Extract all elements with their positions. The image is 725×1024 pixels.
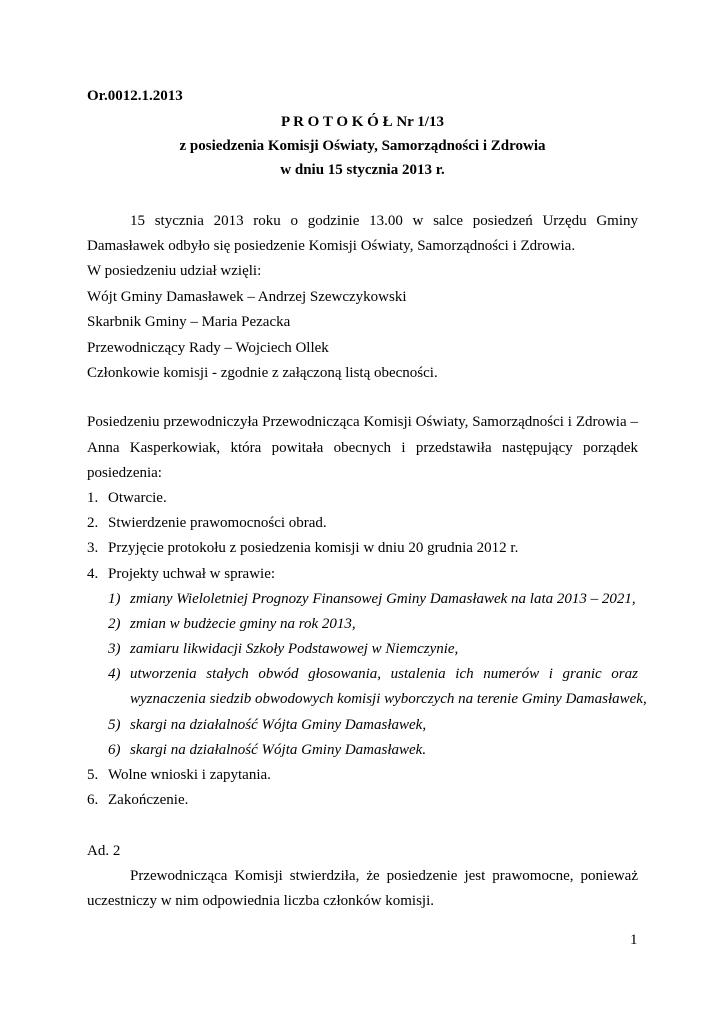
agenda-item [87, 767, 271, 784]
section-heading-ad2: Ad. 2 [87, 843, 121, 859]
agenda-subitem-number: 6) [108, 742, 121, 758]
attendee-item: Przewodniczący Rady – Wojciech Ollek [87, 340, 329, 356]
intro-line-2: Damasławek odbyło się posiedzenie Komisji Oświaty, Samorządności i Zdrowia. [87, 238, 576, 254]
agenda-subitem-text: zamiaru likwidacji Szkoły Podstawowej w Niemczynie, [130, 641, 459, 657]
document-reference: Or.0012.1.2013 [87, 88, 183, 104]
agenda-subitem-number: 3) [108, 641, 121, 657]
agenda-subitem-number: 4) [108, 666, 121, 682]
agenda-item-number: 5. [87, 767, 99, 783]
document-title: P R O T O K Ó Ł Nr 1/13 [281, 114, 444, 130]
agenda-subitem-text: skargi na działalność Wójta Gminy Damasławek, [130, 717, 427, 733]
agenda-subitem-number: 1) [108, 591, 121, 607]
attendee-item: Członkowie komisji - zgodnie z załączoną listą obecności. [87, 365, 438, 381]
attendee-item: Skarbnik Gminy – Maria Pezacka [87, 314, 291, 330]
attendee-item: Wójt Gminy Damasławek – Andrzej Szewczykowski [87, 289, 407, 305]
intro-line-1: 15 stycznia 2013 roku o godzinie 13.00 w salce posiedzeń Urzędu Gminy [130, 213, 638, 229]
agenda-item [87, 490, 167, 507]
agenda-subitem-text: zmian w budżecie gminy na rok 2013, [130, 616, 356, 632]
agenda-subitem [108, 666, 638, 683]
page-number: 1 [630, 932, 638, 948]
agenda-subitem [108, 742, 638, 759]
attendance-label: W posiedzeniu udział wzięli: [87, 263, 262, 279]
agenda-item-text: Otwarcie. [108, 490, 167, 506]
agenda-subitem-text: skargi na działalność Wójta Gminy Damasławek. [130, 742, 427, 758]
agenda-subitem-text: utworzenia stałych obwód głosowania, ustalenia ich numerów i granic oraz [130, 666, 638, 682]
agenda-item [87, 792, 188, 809]
chair-line-1: Posiedzeniu przewodniczyła Przewodnicząca Komisji Oświaty, Samorządności i Zdrowia – [87, 414, 638, 430]
ad2-line-2: uczestniczy w nim odpowiednia liczba członków komisji. [87, 893, 434, 909]
agenda-subitem [108, 641, 638, 658]
agenda-item [87, 540, 518, 557]
agenda-subitem [108, 616, 638, 633]
agenda-item-text: Stwierdzenie prawomocności obrad. [108, 515, 327, 531]
agenda-item-number: 3. [87, 540, 99, 556]
chair-line-2: Anna Kasperkowiak, która powitała obecnych i przedstawiła następujący porządek [87, 440, 638, 456]
document-subtitle: z posiedzenia Komisji Oświaty, Samorządności i Zdrowia [179, 138, 546, 154]
agenda-subitem-text: zmiany Wieloletniej Prognozy Finansowej Gminy Damasławek na lata 2013 – 2021, [130, 591, 636, 607]
agenda-item-number: 2. [87, 515, 99, 531]
document-date: w dniu 15 stycznia 2013 r. [280, 162, 445, 178]
agenda-item-text: Przyjęcie protokołu z posiedzenia komisji w dniu 20 grudnia 2012 r. [108, 540, 519, 556]
agenda-item-number: 6. [87, 792, 99, 808]
agenda-subitem [108, 591, 638, 608]
agenda-item-text: Wolne wnioski i zapytania. [108, 767, 271, 783]
agenda-subitem-number: 2) [108, 616, 121, 632]
chair-line-3: posiedzenia: [87, 465, 162, 481]
agenda-subitem-continuation: wyznaczenia siedzib obwodowych komisji wyborczych na terenie Gminy Damasławek, [130, 691, 647, 707]
agenda-item-text: Projekty uchwał w sprawie: [108, 566, 276, 582]
ad2-line-1: Przewodnicząca Komisji stwierdziła, że posiedzenie jest prawomocne, ponieważ [130, 868, 638, 884]
agenda-item-number: 1. [87, 490, 99, 506]
agenda-subitem [108, 717, 638, 734]
agenda-item [87, 566, 275, 583]
agenda-item [87, 515, 327, 532]
agenda-item-text: Zakończenie. [108, 792, 189, 808]
agenda-subitem-number: 5) [108, 717, 121, 733]
agenda-item-number: 4. [87, 566, 99, 582]
